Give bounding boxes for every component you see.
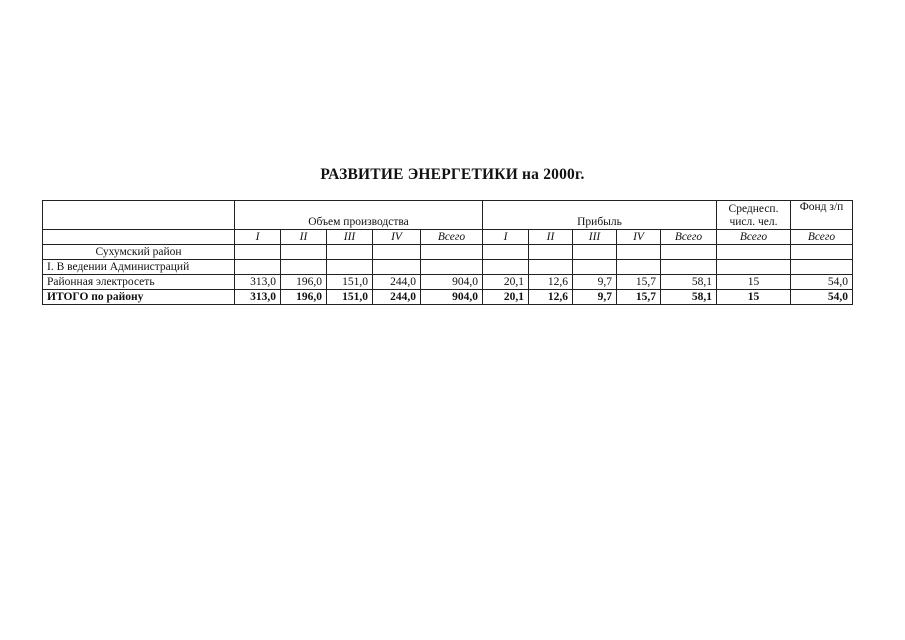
total-row bbox=[43, 290, 853, 305]
volume-cell: 244,0 bbox=[373, 290, 421, 305]
header-q4: IV bbox=[373, 230, 421, 245]
header-total: Всего bbox=[661, 230, 717, 245]
volume-total-cell: 904,0 bbox=[421, 290, 483, 305]
header-q2: II bbox=[529, 230, 573, 245]
header-volume: Объем производства bbox=[235, 201, 483, 230]
header-profit: Прибыль bbox=[483, 201, 717, 230]
volume-cell: 196,0 bbox=[281, 275, 327, 290]
profit-cell: 12,6 bbox=[529, 290, 573, 305]
header-q2: II bbox=[281, 230, 327, 245]
row-label: Районная электросеть bbox=[43, 275, 235, 290]
header-blank-cell bbox=[43, 201, 235, 230]
section-row bbox=[43, 245, 853, 260]
profit-cell: 20,1 bbox=[483, 275, 529, 290]
volume-cell: 151,0 bbox=[327, 275, 373, 290]
header-blank-cell bbox=[43, 230, 235, 245]
header-q1: I bbox=[235, 230, 281, 245]
total-label: ИТОГО по району bbox=[43, 290, 235, 305]
header-q1: I bbox=[483, 230, 529, 245]
avg-staff-cell: 15 bbox=[717, 290, 791, 305]
header-q3: III bbox=[573, 230, 617, 245]
profit-total-cell: 58,1 bbox=[661, 290, 717, 305]
profit-cell: 9,7 bbox=[573, 275, 617, 290]
wage-fund-cell: 54,0 bbox=[791, 275, 853, 290]
header-q4: IV bbox=[617, 230, 661, 245]
table-row bbox=[43, 275, 853, 290]
profit-cell: 15,7 bbox=[617, 290, 661, 305]
section-label: I. В ведении Администраций bbox=[43, 260, 235, 275]
header-total: Всего bbox=[421, 230, 483, 245]
profit-cell: 9,7 bbox=[573, 290, 617, 305]
wage-fund-cell: 54,0 bbox=[791, 290, 853, 305]
volume-cell: 313,0 bbox=[235, 275, 281, 290]
header-wage-fund: Фонд з/п bbox=[791, 201, 853, 230]
profit-total-cell: 58,1 bbox=[661, 275, 717, 290]
profit-cell: 12,6 bbox=[529, 275, 573, 290]
volume-total-cell: 904,0 bbox=[421, 275, 483, 290]
section-label: Сухумский район bbox=[43, 245, 235, 260]
header-total: Всего bbox=[717, 230, 791, 245]
header-row-quarters bbox=[43, 230, 853, 245]
profit-cell: 20,1 bbox=[483, 290, 529, 305]
header-avg-staff: Среднесп. числ. чел. bbox=[717, 201, 791, 230]
energy-development-table bbox=[42, 200, 853, 305]
profit-cell: 15,7 bbox=[617, 275, 661, 290]
section-row bbox=[43, 260, 853, 275]
document-title: РАЗВИТИЕ ЭНЕРГЕТИКИ на 2000г. bbox=[320, 166, 585, 183]
header-total: Всего bbox=[791, 230, 853, 245]
header-q3: III bbox=[327, 230, 373, 245]
volume-cell: 313,0 bbox=[235, 290, 281, 305]
volume-cell: 196,0 bbox=[281, 290, 327, 305]
header-row-groups bbox=[43, 201, 853, 230]
avg-staff-cell: 15 bbox=[717, 275, 791, 290]
volume-cell: 244,0 bbox=[373, 275, 421, 290]
volume-cell: 151,0 bbox=[327, 290, 373, 305]
